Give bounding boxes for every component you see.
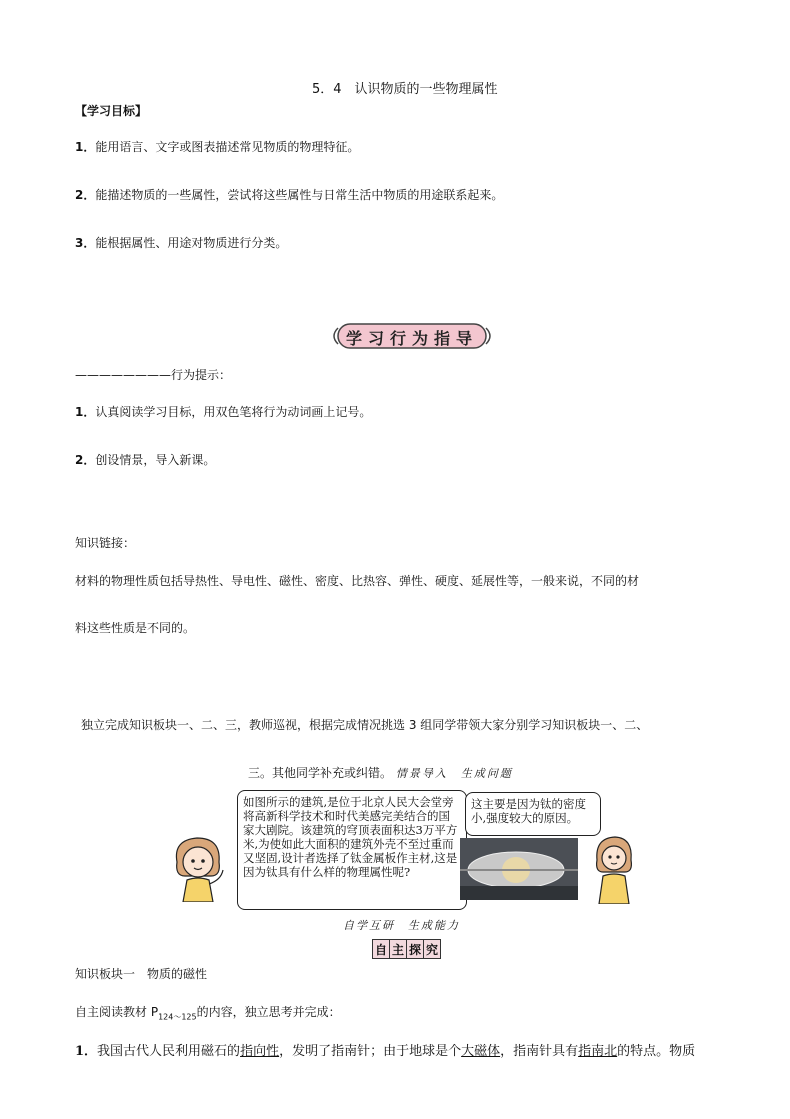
objective-text: 能描述物质的一些属性，尝试将这些属性与日常生活中物质的用途联系起来。 — [95, 188, 504, 202]
block1-question — [75, 1040, 695, 1059]
objectives-heading: 【学习目标】 — [75, 104, 148, 118]
right-speech-bubble: 这主要是因为钛的密度小,强度较大的原因。 — [465, 792, 601, 836]
tag-char: 主 — [390, 940, 407, 958]
girl-left-icon — [165, 832, 235, 902]
objective-item — [75, 138, 359, 155]
objective-text: 能根据属性、用途对物质进行分类。 — [95, 236, 288, 250]
question-text: 的特点。物质 — [617, 1044, 696, 1059]
instruction-line: 独立完成知识板块一、二、三，教师巡视，根据完成情况挑选 3 组同学带领大家分别学习知识板块一、二、 — [81, 718, 649, 732]
block1-reading-instruction — [75, 1003, 341, 1022]
answer-blank: 指南北 — [578, 1044, 618, 1059]
tag-char: 究 — [426, 943, 439, 957]
objective-number: 2． — [75, 188, 96, 202]
section-caption: 自学互研 生成能力 — [343, 919, 460, 932]
banner-title: 学习行为指导 — [345, 329, 478, 348]
tag-char: 自 — [373, 940, 390, 958]
question-text: 我国古代人民利用磁石的 — [97, 1044, 241, 1059]
hint-number: 2． — [75, 453, 96, 467]
hint-number: 1． — [75, 405, 96, 419]
objective-number: 1． — [75, 140, 96, 154]
knowledge-link-line: 材料的物理性质包括导热性、导电性、磁性、密度、比热容、弹性、硬度、延展性等，一般来说，不同的材 — [75, 574, 640, 588]
scene-intro-tag: 情景导入 生成问题 — [395, 767, 513, 780]
reading-text: 的内容，独立思考并完成： — [196, 1005, 341, 1019]
question-text: ，指南针具有 — [500, 1044, 579, 1059]
objective-item — [75, 186, 503, 203]
hint-label: ————————行为提示： — [75, 368, 232, 382]
reading-text: 自主阅读教材 P — [75, 1005, 159, 1019]
tag-char: 探 — [407, 940, 424, 958]
knowledge-link-label: 知识链接： — [75, 536, 136, 550]
hint-text: 认真阅读学习目标，用双色笔将行为动词画上记号。 — [95, 405, 372, 419]
instruction-line — [248, 764, 513, 781]
self-study-tag — [372, 939, 441, 959]
theatre-photo — [460, 838, 578, 900]
section-banner — [330, 322, 494, 350]
instruction-text: 三。其他同学补充或纠错。 — [248, 766, 393, 780]
hint-item — [75, 451, 215, 468]
block1-title: 知识板块一 物质的磁性 — [75, 967, 208, 981]
answer-blank: 指向性 — [240, 1044, 280, 1059]
girl-right-icon — [593, 832, 635, 904]
hint-text: 创设情景，导入新课。 — [95, 453, 216, 467]
theatre-dome-icon — [460, 838, 578, 900]
objective-text: 能用语言、文字或图表描述常见物质的物理特征。 — [95, 140, 360, 154]
knowledge-link-line: 料这些性质是不同的。 — [75, 621, 196, 635]
objective-item — [75, 234, 287, 251]
answer-blank: 大磁体 — [461, 1044, 501, 1059]
objective-number: 3． — [75, 236, 96, 250]
question-number: 1． — [75, 1044, 98, 1059]
illustration — [163, 790, 633, 915]
hint-item — [75, 403, 371, 420]
question-text: ，发明了指南针；由于地球是个 — [279, 1044, 462, 1059]
page-title: 5．4 认识物质的一些物理属性 — [312, 82, 498, 97]
left-speech-bubble: 如图所示的建筑,是位于北京人民大会堂旁将高新科学技术和时代美感完美结合的国家大剧院。该建筑的穹顶表面积达3万平方米,为使如此大面积的建筑外壳不至过重而又坚固,设计者选择了钛金属板作主材,这是因为钛具有什么样的物理属性呢? — [237, 790, 467, 910]
page-range: 124～125 — [158, 1012, 197, 1022]
